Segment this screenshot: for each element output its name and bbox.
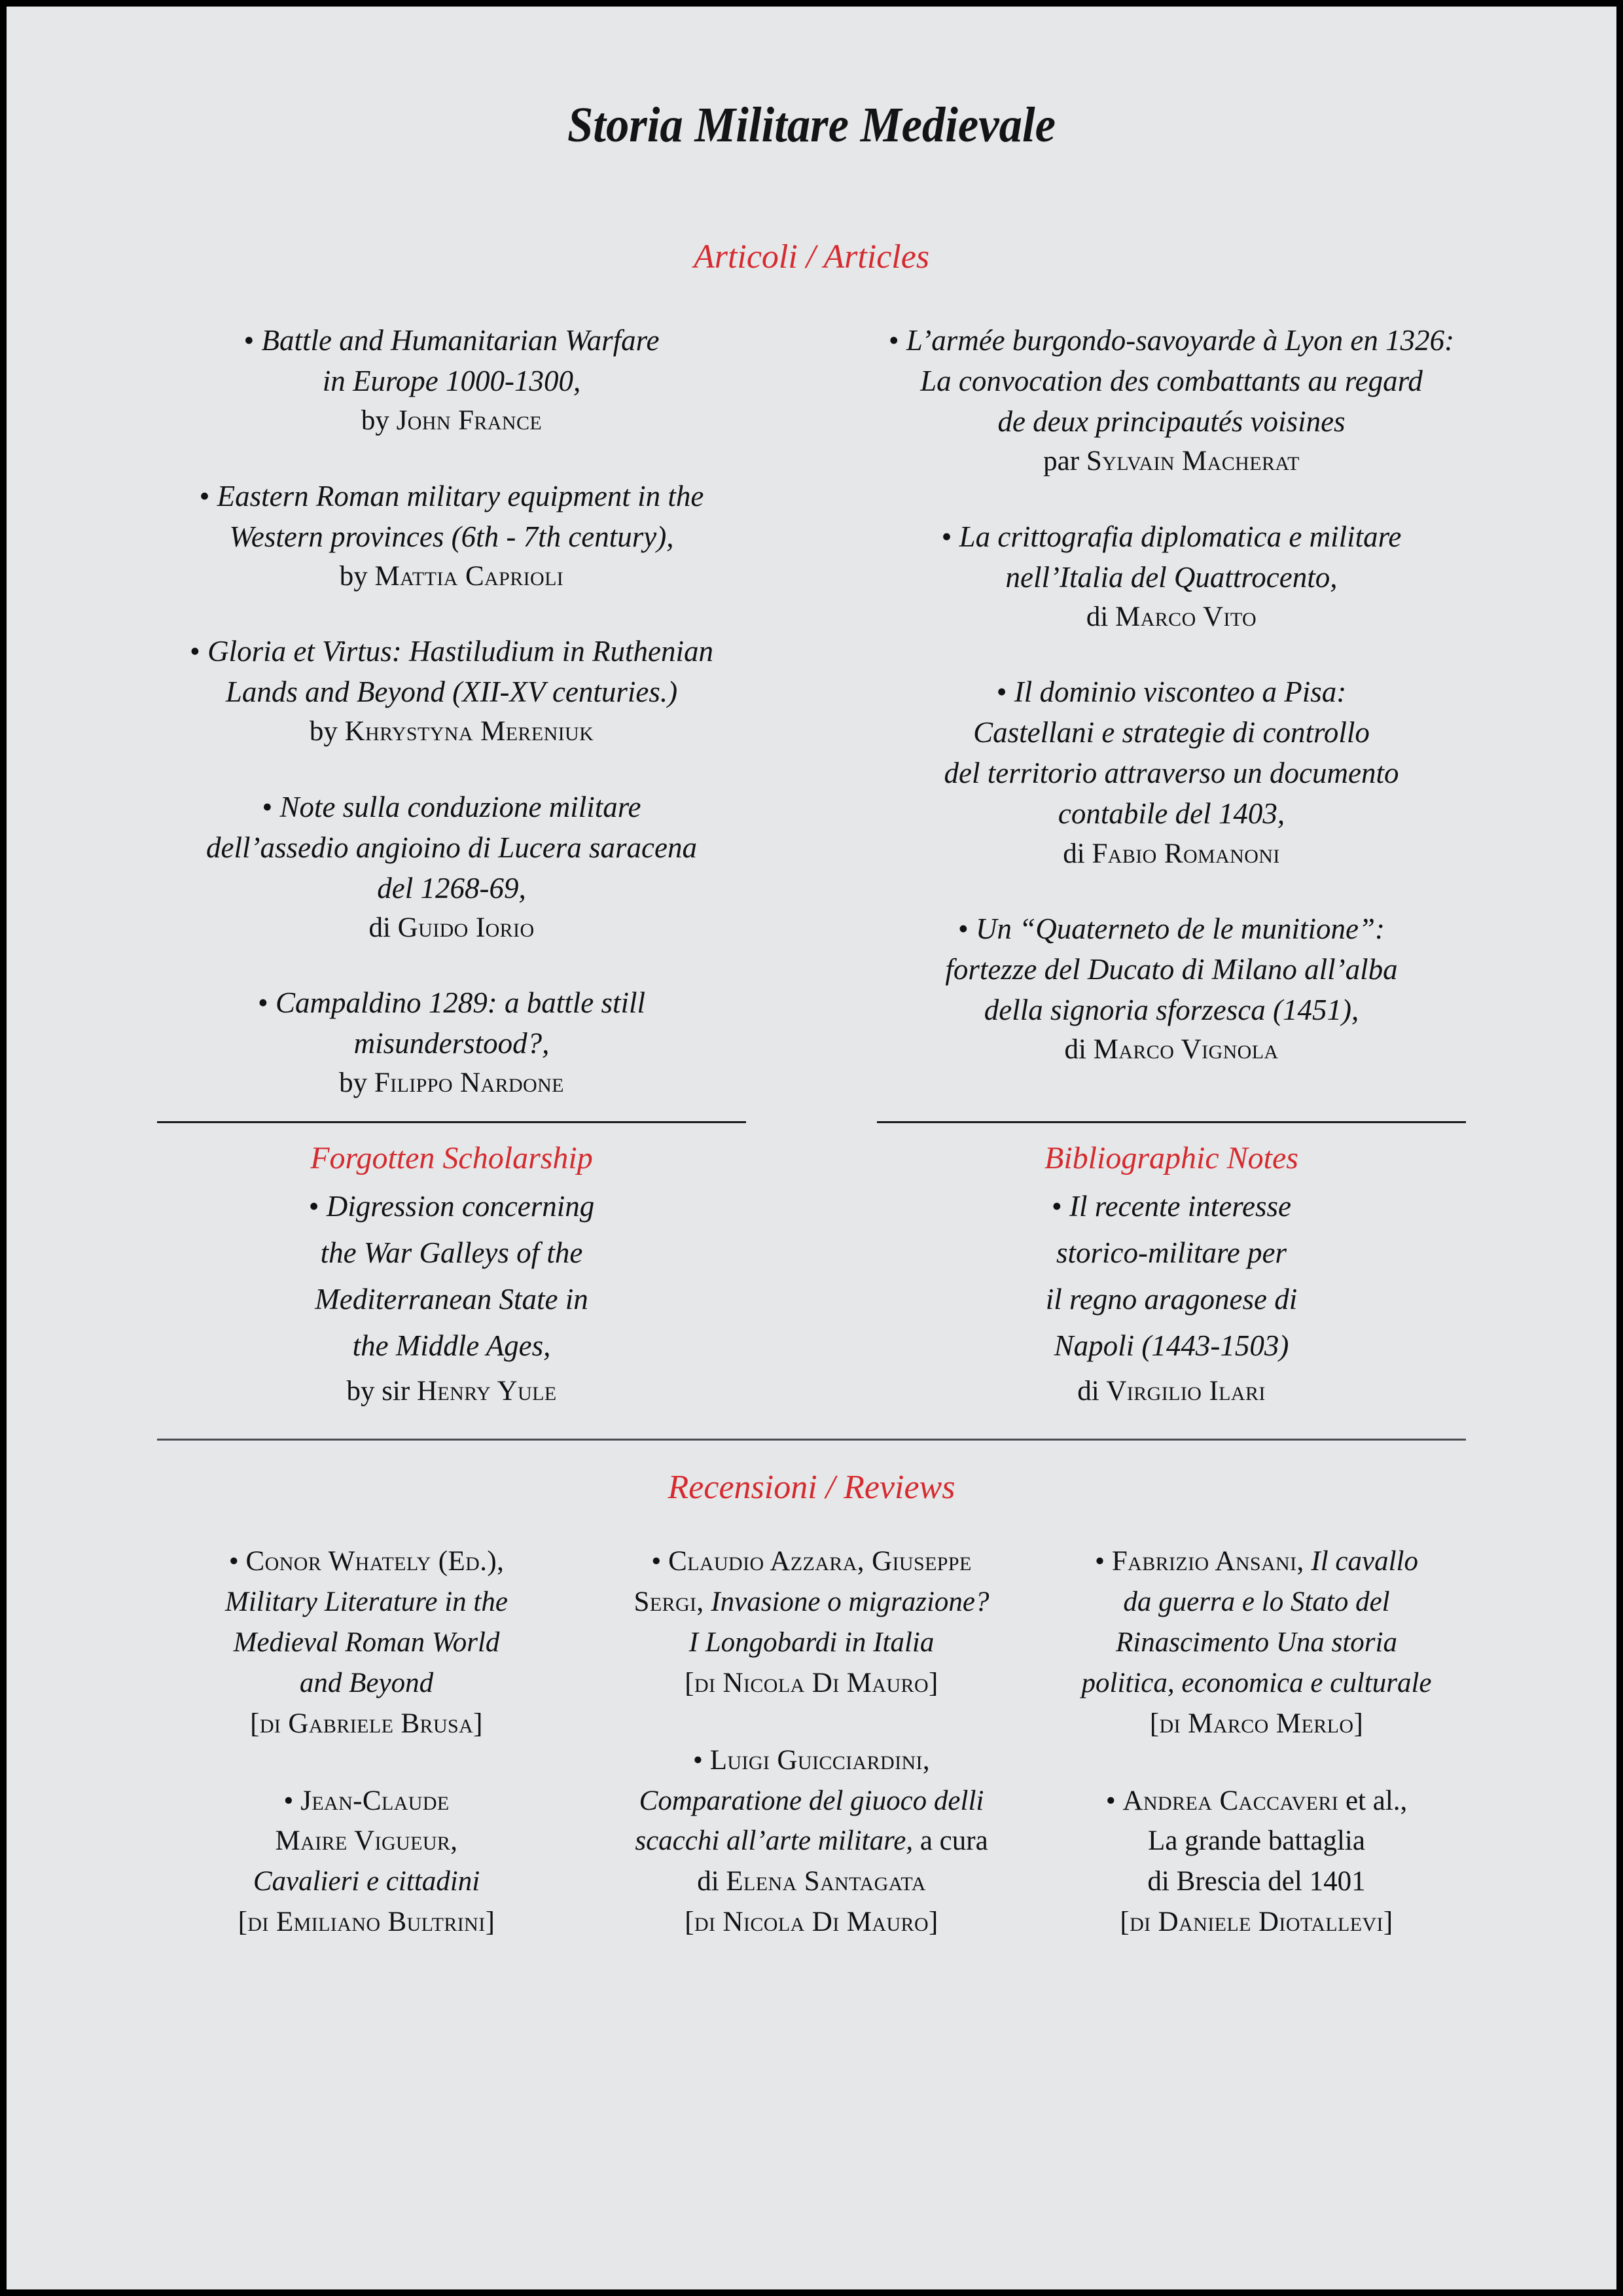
forgotten-entry[interactable] [157, 1183, 746, 1414]
bullet-icon: • [888, 324, 899, 357]
reviews-section [7, 1439, 1616, 1943]
reviews-column-1 [157, 1541, 576, 1943]
article-title-line: L’armée burgondo-savoyarde à Lyon en 1326: [906, 324, 1455, 357]
article-author: Filippo Nardone [374, 1067, 564, 1099]
bullet-icon: • [243, 324, 255, 357]
byline-prefix: by [309, 716, 338, 747]
forgotten-scholarship-section [157, 1121, 759, 1414]
review-authors: Luigi Guicciardini, [709, 1744, 931, 1776]
review-reviewer: [di Daniele Diotallevi] [1120, 1907, 1393, 1938]
review-title-line: Cavalieri e cittadini [253, 1866, 480, 1897]
article-title-line: nell’Italia del Quattrocento, [1005, 560, 1338, 594]
article-author: Marco Vignola [1093, 1034, 1279, 1066]
review-reviewer: [di Emiliano Bultrini] [238, 1907, 495, 1938]
bullet-icon: • [228, 1545, 239, 1577]
bullet-icon: • [283, 1785, 294, 1816]
review-title-line: Rinascimento Una storia [1116, 1626, 1397, 1658]
article-title-line: misunderstood?, [353, 1027, 550, 1060]
review-authors-tail: et al., [1345, 1785, 1408, 1816]
article-title-line: Battle and Humanitarian Warfare [261, 324, 660, 357]
review-reviewer: [di Marco Merlo] [1149, 1708, 1364, 1739]
article-title-line: in Europe 1000-1300, [322, 365, 581, 398]
article-author: Guido Iorio [397, 912, 535, 943]
section-heading-bibliographic: Bibliographic Notes [1044, 1140, 1298, 1175]
bullet-icon: • [257, 986, 268, 1020]
review-title-line: Comparatione del giuoco delli [639, 1785, 984, 1816]
article-title-line: fortezze del Ducato di Milano all’alba [945, 952, 1398, 986]
review-authors: Andrea Caccaveri [1122, 1785, 1339, 1816]
byline-prefix: par [1043, 446, 1080, 477]
article-entry[interactable] [877, 672, 1466, 873]
bullet-icon: • [190, 635, 200, 668]
bullet-icon: • [996, 675, 1007, 709]
review-title-line: Medieval Roman World [233, 1626, 500, 1658]
entry-title-line: il regno aragonese di [1045, 1282, 1298, 1316]
article-title-line: Gloria et Virtus: Hastiludium in Ruthenian [207, 635, 713, 668]
reviews-grid [157, 1541, 1466, 1943]
bibliographic-notes-section [864, 1121, 1466, 1414]
article-title-line: del territorio attraverso un documento [944, 757, 1399, 790]
articles-columns [7, 274, 1616, 1103]
entry-title-line: Mediterranean State in [315, 1282, 588, 1316]
review-authors: Maire Vigueur, [275, 1825, 458, 1857]
review-title-line: da guerra e lo Stato del [1123, 1586, 1390, 1617]
article-entry[interactable] [157, 476, 746, 596]
entry-title-line: the War Galleys of the [320, 1236, 583, 1269]
review-title-line: politica, economica e culturale [1081, 1667, 1432, 1698]
review-item[interactable] [157, 1781, 576, 1943]
journal-contents-page [7, 7, 1616, 2289]
review-editor: Elena Santagata [726, 1866, 926, 1897]
article-title-line: contabile del 1403, [1058, 797, 1285, 831]
bullet-icon: • [692, 1744, 703, 1776]
review-authors: Claudio Azzara, Giuseppe [668, 1545, 972, 1577]
bullet-icon: • [199, 479, 210, 512]
review-title-line: Il cavallo [1311, 1545, 1418, 1577]
article-title-line: Lands and Beyond (XII-XV centuries.) [225, 675, 678, 709]
section-heading-forgotten: Forgotten Scholarship [310, 1140, 593, 1175]
review-item[interactable] [602, 1740, 1021, 1943]
review-title-tail: a cura [919, 1825, 988, 1857]
review-reviewer: [di Nicola Di Mauro] [685, 1907, 938, 1938]
entry-author: Virgilio Ilari [1106, 1376, 1266, 1407]
review-item[interactable] [1047, 1781, 1466, 1943]
divider-reviews [157, 1439, 1466, 1441]
article-author: Khrystyna Mereniuk [344, 716, 594, 747]
article-title-line: Note sulla conduzione militare [279, 790, 641, 823]
bullet-icon: • [262, 790, 273, 823]
article-title-line: Western provinces (6th - 7th century), [229, 520, 674, 553]
review-authors-cont: Sergi, [633, 1586, 704, 1617]
article-title-line: Eastern Roman military equipment in the [217, 479, 704, 512]
bullet-icon: • [1051, 1189, 1062, 1223]
byline-prefix: di [1063, 838, 1085, 869]
bullet-icon: • [308, 1189, 319, 1223]
review-authors: Conor Whately (Ed.), [245, 1545, 505, 1577]
article-author: John France [396, 405, 543, 437]
bullet-icon: • [941, 520, 952, 553]
editor-prefix: di [697, 1866, 719, 1897]
article-title-line: Il dominio visconteo a Pisa: [1014, 675, 1347, 709]
review-item[interactable] [1047, 1541, 1466, 1744]
entry-title-line: Digression concerning [326, 1189, 595, 1223]
review-title-line: Invasione o migrazione? [711, 1586, 990, 1617]
article-author: Mattia Caprioli [374, 560, 564, 592]
byline-prefix: di [1086, 601, 1109, 632]
article-entry[interactable] [157, 631, 746, 751]
article-author: Marco Vito [1115, 601, 1257, 632]
review-item[interactable] [602, 1541, 1021, 1704]
article-title-line: della signoria sforzesca (1451), [984, 994, 1359, 1027]
mid-sections [7, 1121, 1616, 1414]
article-author: Fabio Romanoni [1092, 838, 1280, 869]
review-reviewer: [di Gabriele Brusa] [250, 1708, 483, 1739]
article-author: Sylvain Macherat [1086, 446, 1300, 477]
review-title-line: and Beyond [299, 1667, 434, 1698]
review-title-line: I Longobardi in Italia [688, 1626, 935, 1658]
review-title-line: Military Literature in the [225, 1586, 508, 1617]
bibliographic-entry[interactable] [877, 1183, 1466, 1414]
articles-column-left [157, 320, 759, 1103]
byline-prefix: by [339, 1067, 368, 1099]
article-title-line: Castellani e strategie di controllo [973, 716, 1370, 749]
byline-prefix: by sir [346, 1376, 410, 1407]
bullet-icon: • [1095, 1545, 1105, 1577]
review-title-line: di Brescia del 1401 [1147, 1866, 1366, 1897]
review-authors: Jean-Claude [300, 1785, 450, 1816]
entry-title-line: the Middle Ages, [352, 1329, 551, 1362]
article-title-line: del 1268-69, [377, 871, 526, 905]
article-title-line: de deux principautés voisines [997, 405, 1346, 439]
article-entry[interactable] [877, 320, 1466, 481]
byline-prefix: di [368, 912, 391, 943]
review-authors: Fabrizio Ansani, [1111, 1545, 1304, 1577]
review-title-line: scacchi all’arte militare, [635, 1825, 914, 1857]
article-title-line: La crittografia diplomatica e militare [959, 520, 1402, 553]
entry-author: Henry Yule [416, 1376, 557, 1407]
entry-title-line: storico-militare per [1056, 1236, 1287, 1269]
article-title-line: La convocation des combattants au regard [920, 365, 1423, 398]
reviews-column-3 [1047, 1541, 1466, 1943]
section-heading-articles: Articoli / Articles [693, 238, 930, 276]
bullet-icon: • [958, 912, 969, 945]
article-entry[interactable] [157, 982, 746, 1103]
review-reviewer: [di Nicola Di Mauro] [685, 1667, 938, 1698]
divider-left [157, 1121, 746, 1123]
article-entry[interactable] [877, 908, 1466, 1069]
article-entry[interactable] [157, 787, 746, 948]
article-entry[interactable] [877, 516, 1466, 637]
byline-prefix: di [1077, 1376, 1099, 1407]
entry-title-line: Il recente interesse [1069, 1189, 1292, 1223]
article-entry[interactable] [157, 320, 746, 440]
bullet-icon: • [1105, 1785, 1116, 1816]
reviews-column-2 [602, 1541, 1021, 1943]
article-title-line: Campaldino 1289: a battle still [276, 986, 646, 1020]
review-item[interactable] [157, 1541, 576, 1744]
article-title-line: dell’assedio angioino di Lucera saracena [206, 831, 697, 864]
byline-prefix: by [339, 560, 368, 592]
section-heading-reviews: Recensioni / Reviews [668, 1468, 955, 1506]
page-title: Storia Militare Medievale [567, 98, 1056, 152]
article-title-line: Un “Quaterneto de le munitione”: [976, 912, 1385, 945]
entry-title-line: Napoli (1443-1503) [1054, 1329, 1289, 1362]
byline-prefix: di [1064, 1034, 1086, 1066]
articles-column-right [864, 320, 1466, 1103]
byline-prefix: by [361, 405, 389, 437]
divider-right [877, 1121, 1466, 1123]
bullet-icon: • [651, 1545, 662, 1577]
review-title-line: La grande battaglia [1148, 1825, 1365, 1857]
